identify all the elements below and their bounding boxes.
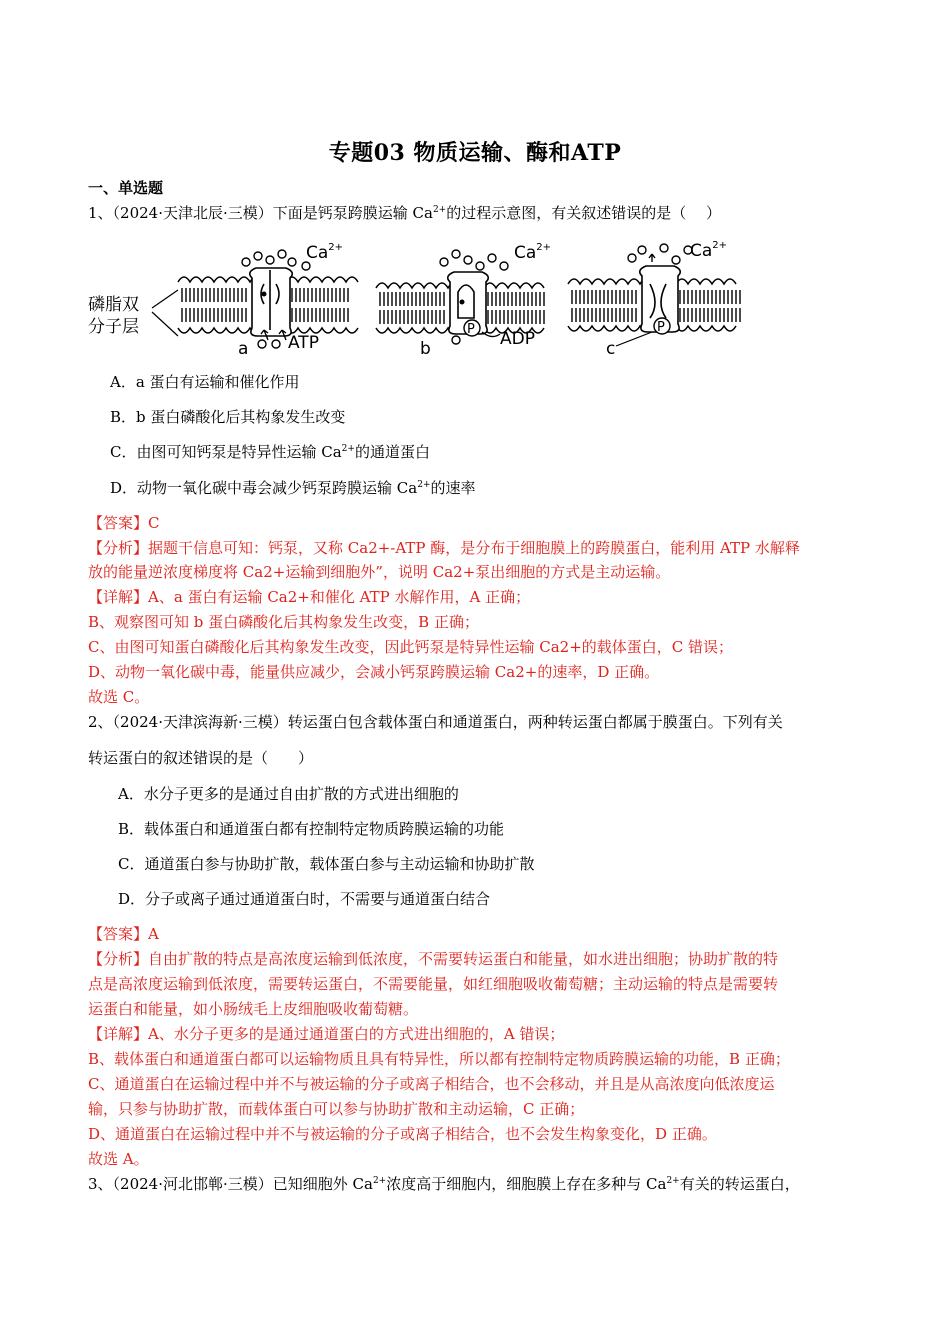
q2-answer: 【答案】A	[88, 925, 159, 943]
ca-label-c: $Ca^{2+}$	[690, 240, 728, 261]
side-label-1: 磷脂双	[88, 295, 139, 315]
atp-label: ATP	[288, 333, 319, 353]
q2-stem-line-1: 2、（2024·天津滨海新·三模）转运蛋白包含载体蛋白和通道蛋白，两种转运蛋白都属于膜蛋白。下列有关	[88, 713, 783, 731]
q2-option-b: B．载体蛋白和通道蛋白都有控制特定物质跨膜运输的功能	[118, 820, 505, 838]
q1-analysis-line-1: 【分析】据题干信息可知：钙泵，又称 Ca2+-ATP 酶，是分布于细胞膜上的跨膜蛋白，能利用 ATP 水解释	[88, 539, 800, 557]
page-title: 专题03 物质运输、酶和ATP	[328, 140, 622, 166]
q2-option-c: C．通道蛋白参与协助扩散，载体蛋白参与主动运输和协助扩散	[118, 855, 535, 873]
q2-analysis-line-3: 运蛋白和能量，如小肠绒毛上皮细胞吸收葡萄糖。	[88, 1000, 419, 1018]
panel-a	[178, 242, 358, 359]
q1-detail-line-2: B、观察图可知 b 蛋白磷酸化后其构象发生改变，B 正确；	[88, 613, 479, 631]
p-label-b: P	[467, 322, 475, 337]
q2-analysis-line-2: 点是高浓度运输到低浓度，需要转运蛋白，不需要能量，如红细胞吸收葡萄糖；主动运输的特点是需要转	[88, 975, 779, 993]
ca-label-a: $Ca^{2+}$	[306, 242, 344, 263]
q1-option-d: D．动物一氧化碳中毒会减少钙泵跨膜运输 $Ca^{2+}$的速率	[110, 479, 476, 497]
q1-option-a: A．a 蛋白有运输和催化作用	[110, 373, 300, 391]
adp-label: ADP	[500, 329, 535, 349]
q1-analysis-line-2: 放的能量逆浓度梯度将 Ca2+运输到细胞外”，说明 Ca2+泵出细胞的方式是主动运输。	[88, 563, 671, 581]
panel-c	[568, 240, 740, 359]
section-heading: 一、单选题	[88, 179, 164, 197]
side-label-2: 分子层	[88, 317, 139, 337]
ions-c	[628, 244, 692, 264]
q1-detail-line-4: D、动物一氧化碳中毒，能量供应减少，会减小钙泵跨膜运输 Ca2+的速率，D 正确。	[88, 663, 660, 681]
ca-label-b: $Ca^{2+}$	[514, 242, 552, 263]
label-b: b	[420, 339, 431, 359]
label-c: c	[606, 339, 616, 359]
q1-stem: 1、（2024·天津北辰·三模）下面是钙泵跨膜运输 $Ca^{2+}$的过程示意图，有关叙述错误的是（ ）	[88, 204, 722, 222]
q3-stem: 3、（2024·河北邯郸·三模）已知细胞外 $Ca^{2+}$浓度高于细胞内，细胞膜上存在多种与 $Ca^{2+}$有关的转运蛋白，	[88, 1175, 800, 1193]
q2-analysis-line-1: 【分析】自由扩散的特点是高浓度运输到低浓度，不需要转运蛋白和能量，如水进出细胞；协助扩散的特	[88, 950, 779, 968]
q2-detail-line-1: 【详解】A、水分子更多的是通过通道蛋白的方式进出细胞的，A 错误；	[88, 1025, 565, 1043]
q2-detail-line-4: 输，只参与协助扩散，而载体蛋白可以参与协助扩散和主动运输，C 正确；	[88, 1100, 585, 1118]
panel-b	[376, 242, 551, 359]
q2-option-d: D．分子或离子通过通道蛋白时，不需要与通道蛋白结合	[118, 890, 491, 908]
calcium-pump-diagram	[86, 236, 746, 360]
q2-option-a: A．水分子更多的是通过自由扩散的方式进出细胞的	[118, 785, 459, 803]
q2-detail-line-3: C、通道蛋白在运输过程中并不与被运输的分子或离子相结合，也不会移动，并且是从高浓度向低浓度运	[88, 1075, 775, 1093]
q1-option-c: C．由图可知钙泵是特异性运输 $Ca^{2+}$的通道蛋白	[110, 443, 430, 461]
q1-option-b: B．b 蛋白磷酸化后其构象发生改变	[110, 408, 346, 426]
q2-stem-line-2: 转运蛋白的叙述错误的是（ ）	[88, 749, 314, 767]
label-a: a	[238, 339, 249, 359]
label-pointer-lines	[152, 290, 178, 336]
pump-protein-a	[250, 268, 293, 336]
p-label-c: P	[657, 320, 665, 335]
q1-detail-line-1: 【详解】A、a 蛋白有运输 Ca2+和催化 ATP 水解作用，A 正确；	[88, 588, 531, 606]
q2-conclusion: 故选 A。	[88, 1150, 149, 1168]
q1-conclusion: 故选 C。	[88, 688, 150, 706]
q2-detail-line-5: D、通道蛋白在运输过程中并不与被运输的分子或离子相结合，也不会发生构象变化，D 正确。	[88, 1125, 717, 1143]
q1-detail-line-3: C、由图可知蛋白磷酸化后其构象发生改变，因此钙泵是特异性运输 Ca2+的载体蛋白，C 错误；	[88, 638, 734, 656]
q2-detail-line-2: B、载体蛋白和通道蛋白都可以运输物质且具有特异性，所以都有控制特定物质跨膜运输的功能，B 正确；	[88, 1050, 790, 1068]
q1-answer: 【答案】C	[88, 514, 160, 532]
